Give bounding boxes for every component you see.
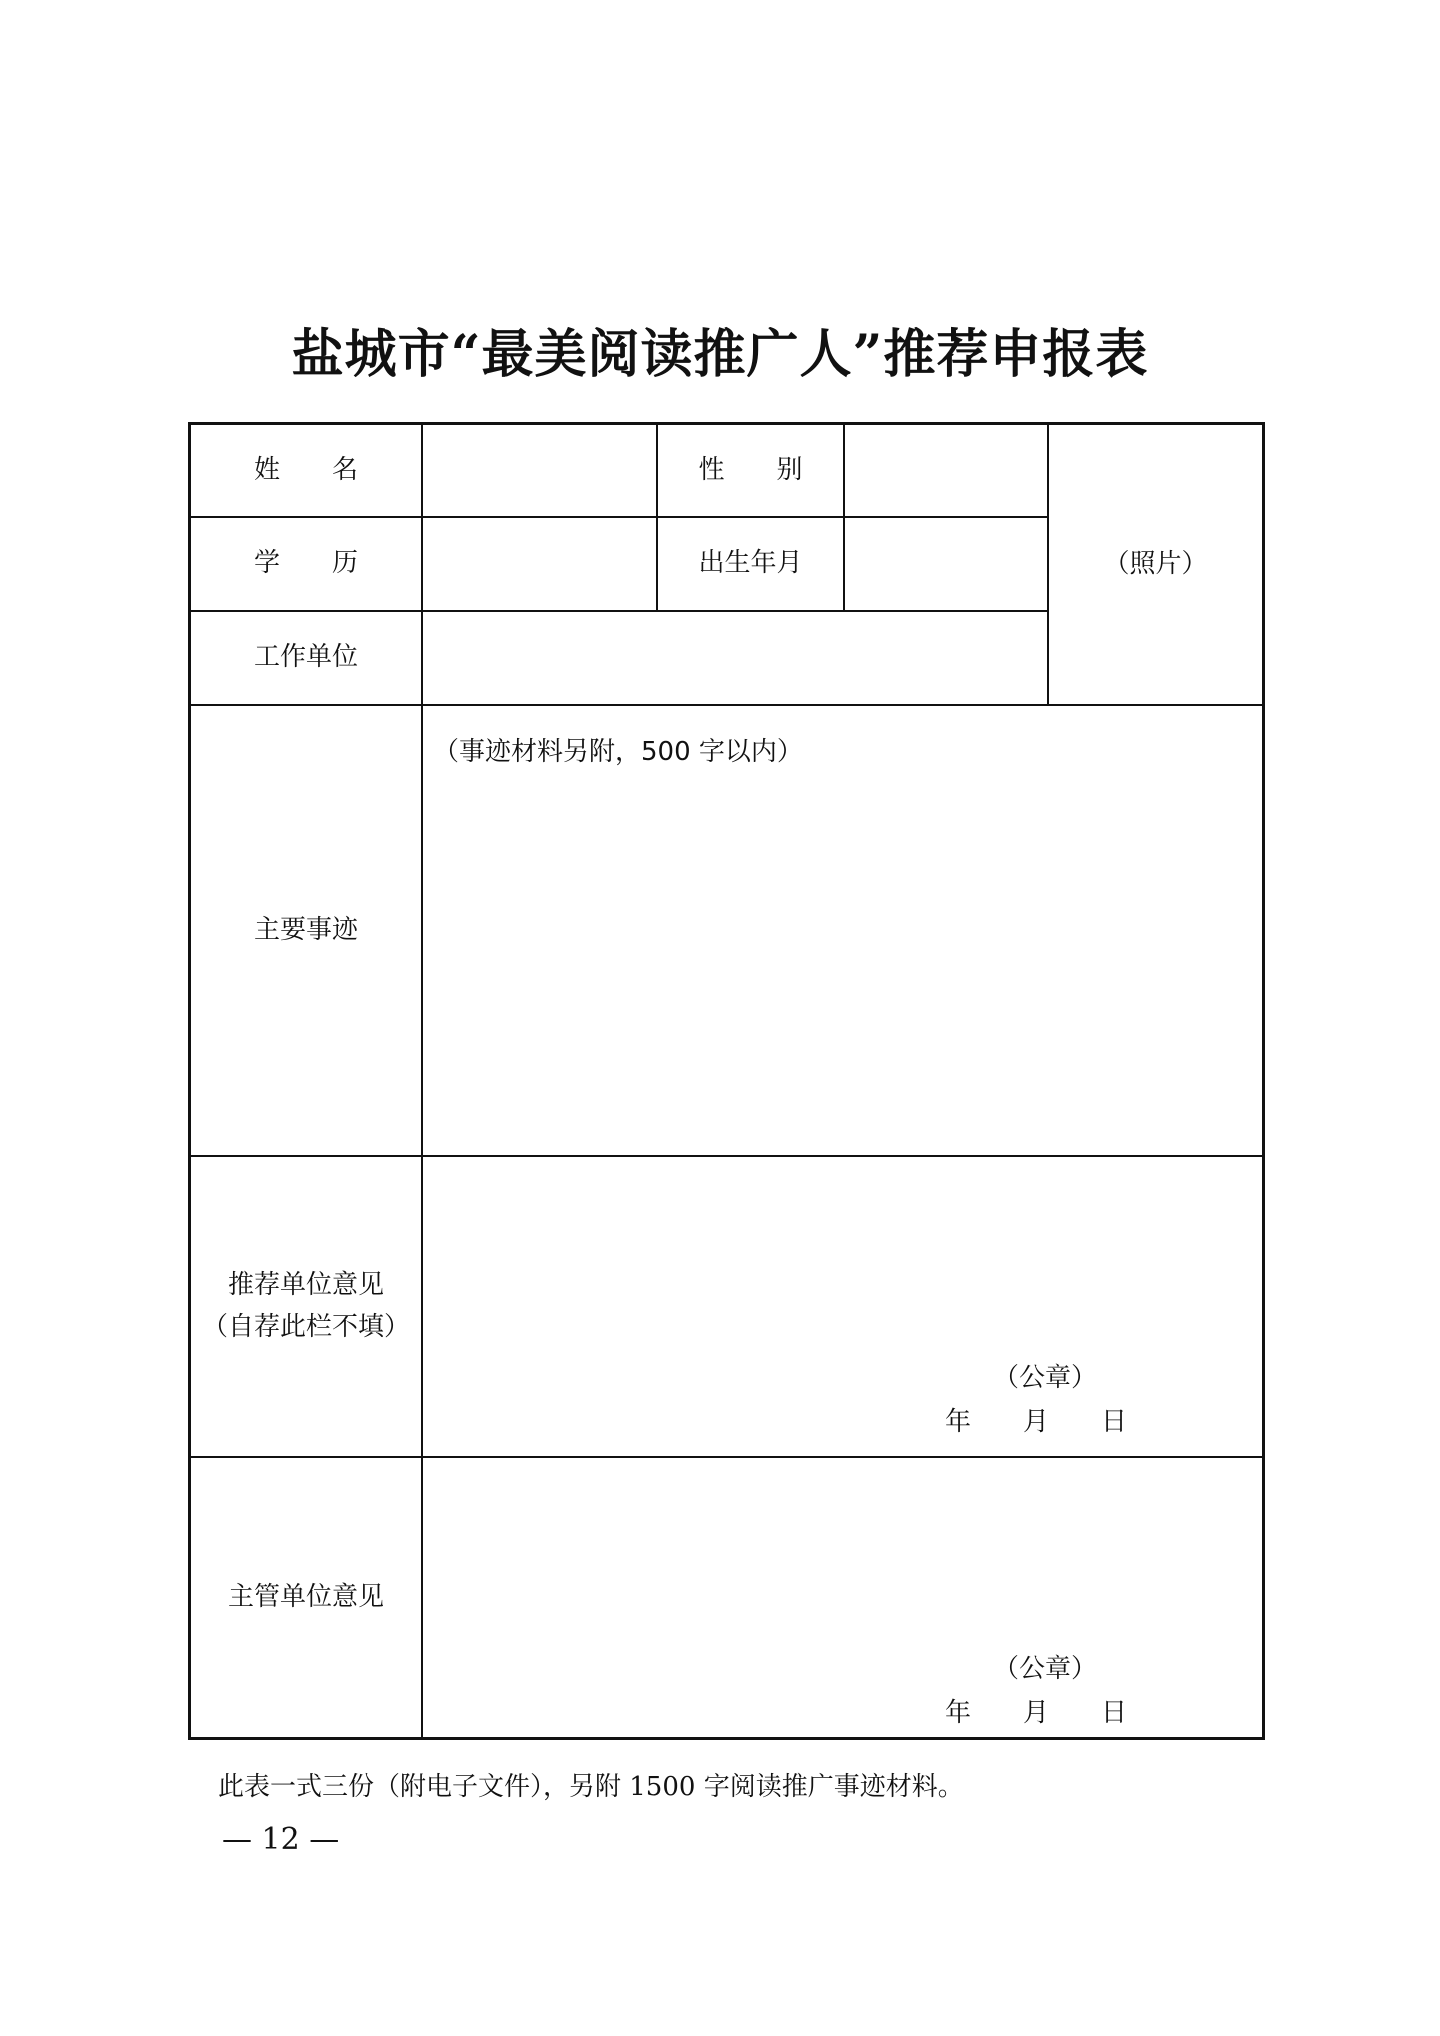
education-label: 学 历	[253, 548, 358, 579]
supervisor-date: 年 月 日	[945, 1698, 1128, 1728]
name-field[interactable]	[423, 425, 656, 516]
name-label: 姓 名	[253, 454, 358, 485]
gender-field[interactable]	[845, 425, 1047, 516]
application-form	[188, 422, 1265, 1740]
birth-date-label: 出生年月	[698, 548, 803, 579]
footnote: 此表一式三份（附电子文件），另附 1500 字阅读推广事迹材料。	[218, 1772, 964, 1802]
recommend-date: 年 月 日	[945, 1407, 1128, 1437]
page-number: — 12 —	[222, 1822, 340, 1857]
photo-box[interactable]: （照片）	[1103, 548, 1208, 579]
recommend-label-line1: 推荐单位意见	[227, 1269, 384, 1300]
deeds-label: 主要事迹	[253, 914, 358, 945]
gender-label: 性 别	[698, 454, 803, 485]
education-field[interactable]	[423, 518, 656, 610]
workplace-field[interactable]	[423, 612, 1047, 704]
workplace-label: 工作单位	[253, 642, 358, 673]
supervisor-opinion-field[interactable]	[423, 1458, 1262, 1737]
recommend-opinion-field[interactable]	[423, 1157, 1262, 1456]
supervisor-seal: （公章）	[993, 1654, 1098, 1684]
deeds-hint: （事迹材料另附，500 字以内）	[433, 737, 803, 767]
page-title: 盐城市“最美阅读推广人”推荐申报表	[291, 324, 1149, 385]
supervisor-label: 主管单位意见	[227, 1581, 384, 1612]
recommend-label-line2: （自荐此栏不填）	[201, 1311, 410, 1342]
birth-date-field[interactable]	[845, 518, 1047, 610]
deeds-field[interactable]	[423, 706, 1262, 1155]
recommend-label	[191, 1157, 421, 1456]
recommend-seal: （公章）	[993, 1363, 1098, 1393]
